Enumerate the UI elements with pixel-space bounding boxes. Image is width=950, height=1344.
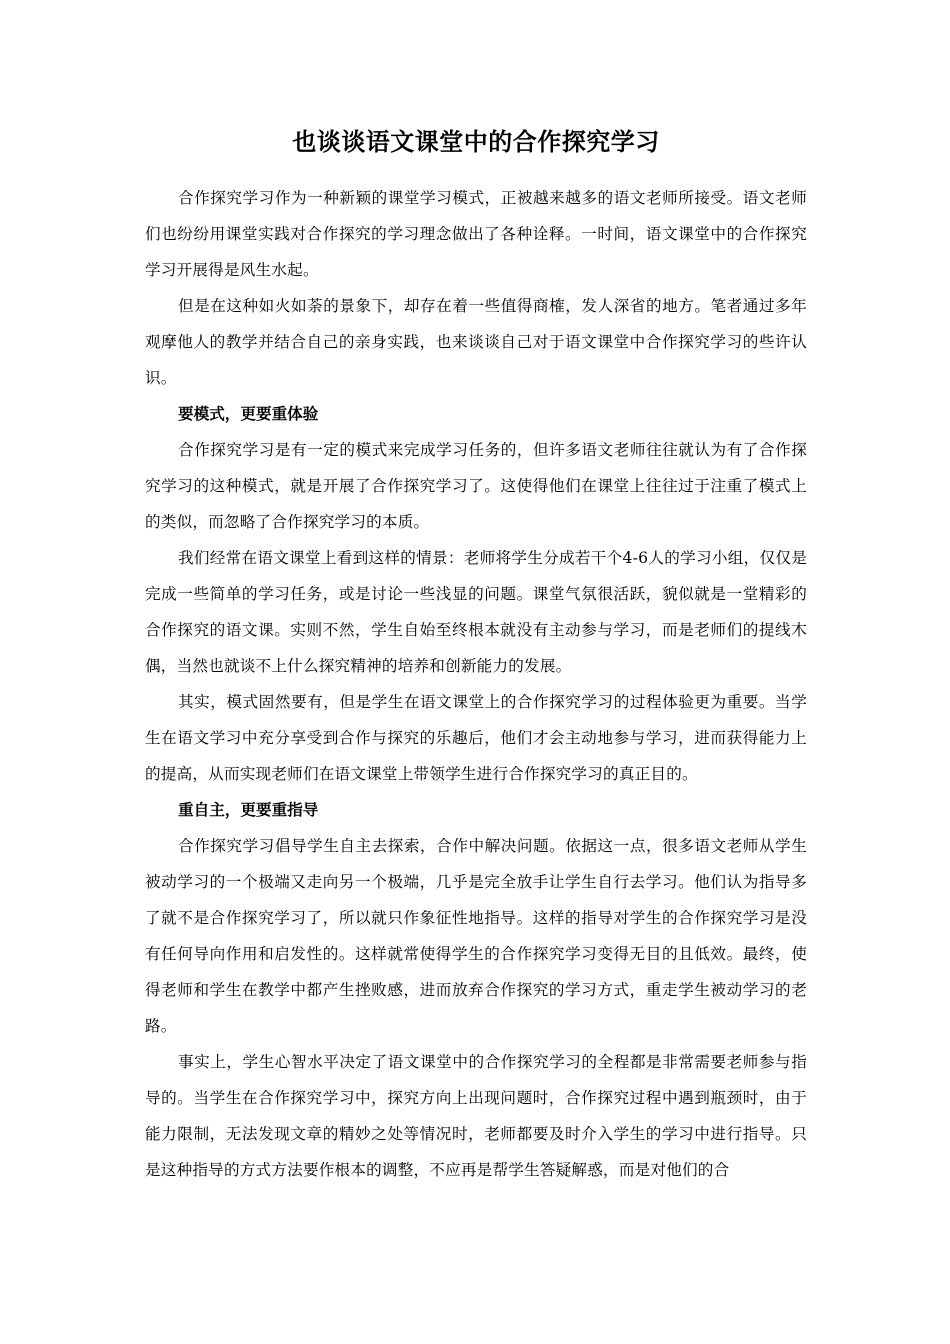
document-title: 也谈谈语文课堂中的合作探究学习 — [292, 128, 660, 156]
section-heading-guidance: 重自主，更要重指导 — [178, 801, 319, 819]
paragraph-intro-2: 但是在这种如火如荼的景象下，却存在着一些值得商榷，发人深省的地方。笔者通过多年观摩他人的教学并结合自己的亲身实践，也来谈谈自己对于语文课堂中合作探究学习的些许认识。 — [145, 297, 807, 387]
paragraph-experience-3: 其实，模式固然要有，但是学生在语文课堂上的合作探究学习的过程体验更为重要。当学生在语文学习中充分享受到合作与探究的乐趣后，他们才会主动地参与学习，进而获得能力上的提高，从而实现老师们在语文课堂上带领学生进行合作探究学习的真正目的。 — [145, 693, 807, 783]
paragraph-intro-1: 合作探究学习作为一种新颖的课堂学习模式，正被越来越多的语文老师所接受。语文老师们也纷纷用课堂实践对合作探究的学习理念做出了各种诠释。一时间，语文课堂中的合作探究学习开展得是风生水起。 — [145, 189, 807, 279]
paragraph-guidance-2: 事实上，学生心智水平决定了语文课堂中的合作探究学习的全程都是非常需要老师参与指导的。当学生在合作探究学习中，探究方向上出现问题时，合作探究过程中遇到瓶颈时，由于能力限制，无法发现文章的精妙之处等情况时，老师都要及时介入学生的学习中进行指导。只是这种指导的方式方法要作根本的调整，不应再是帮学生答疑解惑，而是对他们的合 — [145, 1053, 807, 1179]
paragraph-experience-2: 我们经常在语文课堂上看到这样的情景：老师将学生分成若干个4-6人的学习小组，仅仅是完成一些简单的学习任务，或是讨论一些浅显的问题。课堂气氛很活跃，貌似就是一堂精彩的合作探究的语文课。实则不然，学生自始至终根本就没有主动参与学习，而是老师们的提线木偶，当然也就谈不上什么探究精神的培养和创新能力的发展。 — [145, 549, 807, 675]
section-heading-experience: 要模式，更要重体验 — [178, 405, 319, 423]
document-body — [145, 126, 807, 1188]
paragraph-guidance-1: 合作探究学习倡导学生自主去探索，合作中解决问题。依据这一点，很多语文老师从学生被动学习的一个极端又走向另一个极端，几乎是完全放手让学生自行去学习。他们认为指导多了就不是合作探究学习了，所以就只作象征性地指导。这样的指导对学生的合作探究学习是没有任何导向作用和启发性的。这样就常使得学生的合作探究学习变得无目的且低效。最终，使得老师和学生在教学中都产生挫败感，进而放弃合作探究的学习方式，重走学生被动学习的老路。 — [145, 837, 807, 1035]
paragraph-experience-1: 合作探究学习是有一定的模式来完成学习任务的，但许多语文老师往往就认为有了合作探究学习的这种模式，就是开展了合作探究学习了。这使得他们在课堂上往往过于注重了模式上的类似，而忽略了合作探究学习的本质。 — [145, 441, 807, 531]
